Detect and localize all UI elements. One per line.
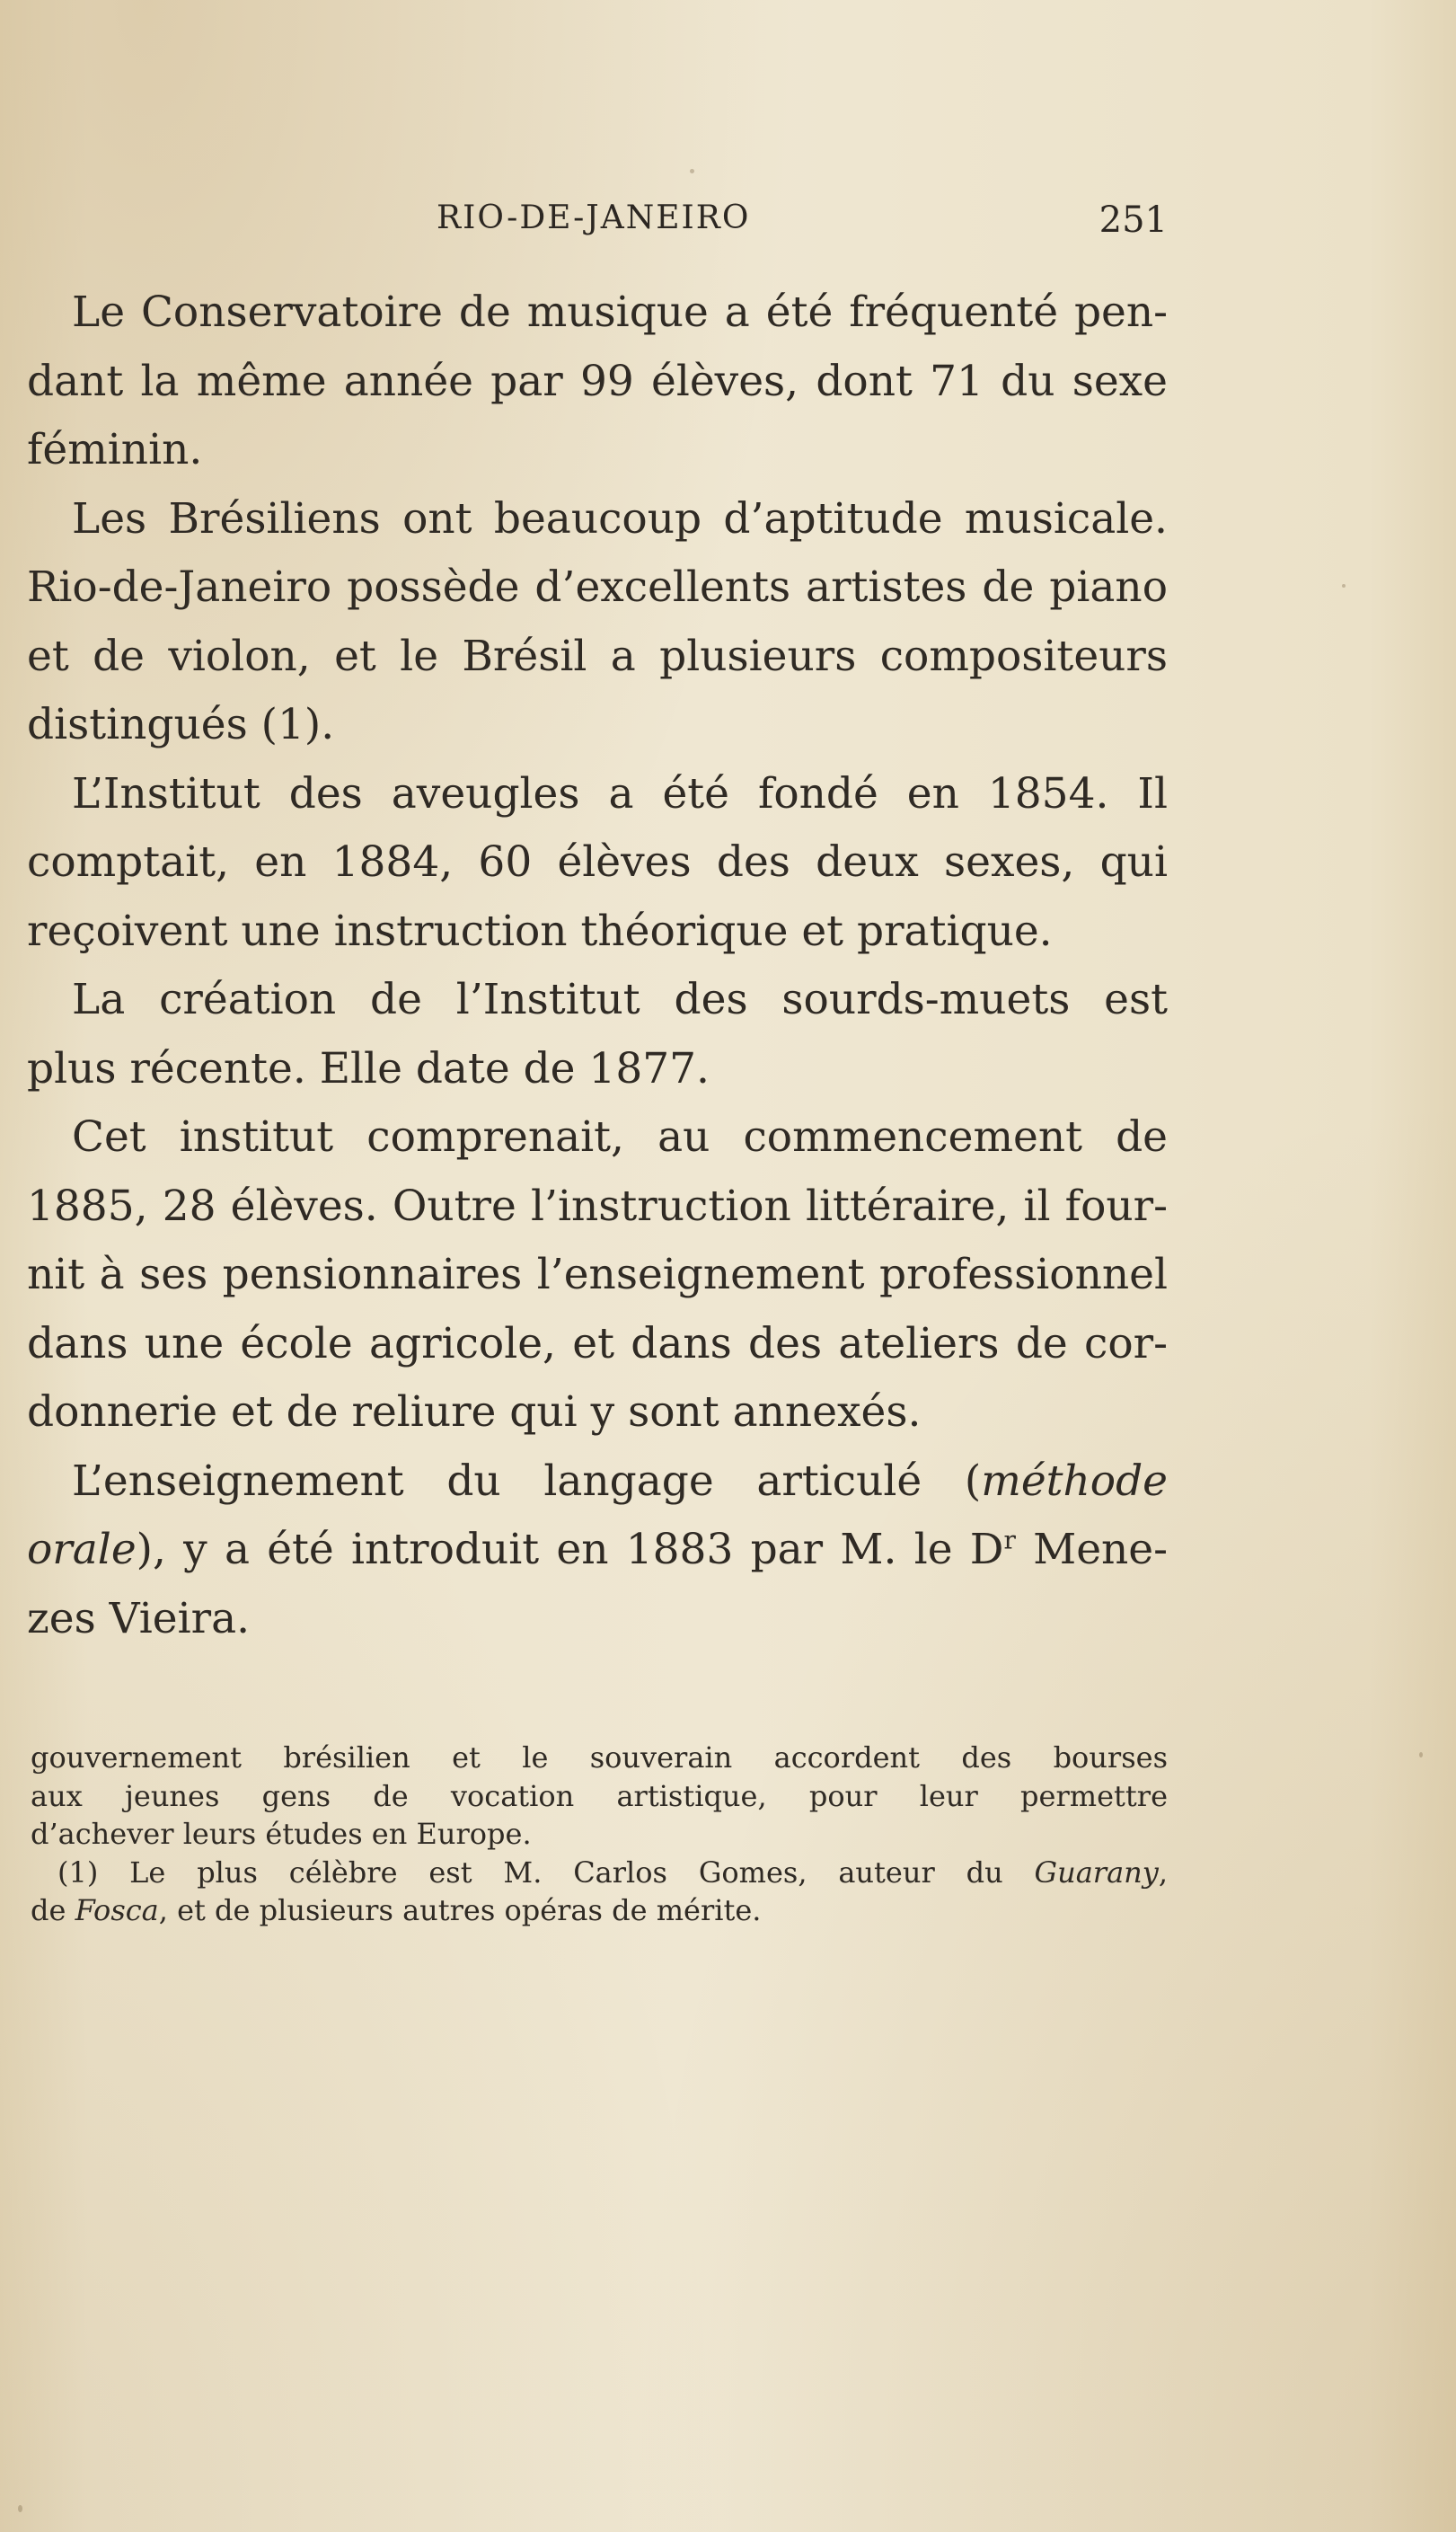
paper-speck: [1419, 1752, 1423, 1757]
text-line: dant la même année par 99 élèves, dont 71 du sexe: [27, 356, 1168, 406]
text-fragment: (1) Le plus célèbre est M. Carlos Gomes, auteur du: [57, 1855, 1035, 1890]
footnote-line: gouvernement brésilien et le souverain accordent des bourses: [31, 1740, 1168, 1775]
italic-title: Fosca: [75, 1893, 159, 1927]
text-line: [27, 1447, 1168, 1517]
paper-speck: [1342, 584, 1346, 588]
text-line: plus récente. Elle date de 1877.: [27, 1043, 710, 1093]
text-line: reçoivent une instruction théorique et pratique.: [27, 906, 1053, 956]
text-line: donnerie et de reliure qui y sont annexés.: [27, 1387, 922, 1437]
text-line: Les Brésiliens ont beaucoup d’aptitude musicale.: [72, 493, 1168, 544]
body-text: [27, 279, 1168, 1653]
paper-speck: [18, 2505, 22, 2512]
text-line: dans une école agricole, et dans des ateliers de cor-: [27, 1318, 1168, 1368]
footnote-line: [31, 1854, 1168, 1892]
text-line: nit à ses pensionnaires l’enseignement professionnel: [27, 1250, 1168, 1299]
text-line: zes Vieira.: [27, 1593, 251, 1643]
text-fragment: de: [31, 1893, 75, 1927]
running-title: RIO-DE-JANEIRO: [437, 199, 751, 236]
superscript: r: [1003, 1525, 1016, 1555]
paper-speck: [690, 169, 694, 173]
italic-title: Guarany: [1034, 1855, 1159, 1890]
text-fragment: ), y a été introduit en 1883 par M. le D: [136, 1525, 1004, 1574]
footnote-line: [31, 1891, 1168, 1930]
page-number: 251: [1099, 199, 1168, 241]
text-line: comptait, en 1884, 60 élèves des deux sexes, qui: [27, 837, 1168, 887]
text-fragment: L’enseignement du langage articulé (: [72, 1456, 982, 1506]
italic-term: orale: [27, 1525, 137, 1574]
text-fragment: Mene-: [1015, 1525, 1168, 1574]
text-fragment: ,: [1158, 1855, 1168, 1890]
text-line: et de violon, et le Brésil a plusieurs compositeurs: [27, 631, 1168, 681]
text-fragment: , et de plusieurs autres opéras de mérite.: [158, 1893, 762, 1927]
text-line: Cet institut comprenait, au commencement de: [72, 1112, 1168, 1162]
text-line: 1885, 28 élèves. Outre l’instruction littéraire, il four-: [27, 1181, 1168, 1231]
text-line: [27, 1516, 1168, 1585]
footnote-line: aux jeunes gens de vocation artistique, pour leur permettre: [31, 1778, 1168, 1813]
footnote-line: d’achever leurs études en Europe.: [31, 1817, 532, 1851]
text-line: Le Conservatoire de musique a été fréquenté pen-: [72, 288, 1168, 337]
footnotes: [31, 1739, 1168, 1930]
running-head: [27, 199, 1168, 253]
text-line: Rio-de-Janeiro possède d’excellents artistes de piano: [27, 562, 1168, 612]
text-line: distingués (1).: [27, 700, 335, 749]
text-line: féminin.: [27, 425, 203, 474]
italic-term: méthode: [981, 1456, 1168, 1506]
text-line: La création de l’Institut des sourds-muets est: [72, 975, 1168, 1024]
text-line: L’Institut des aveugles a été fondé en 1854. Il: [72, 768, 1168, 819]
